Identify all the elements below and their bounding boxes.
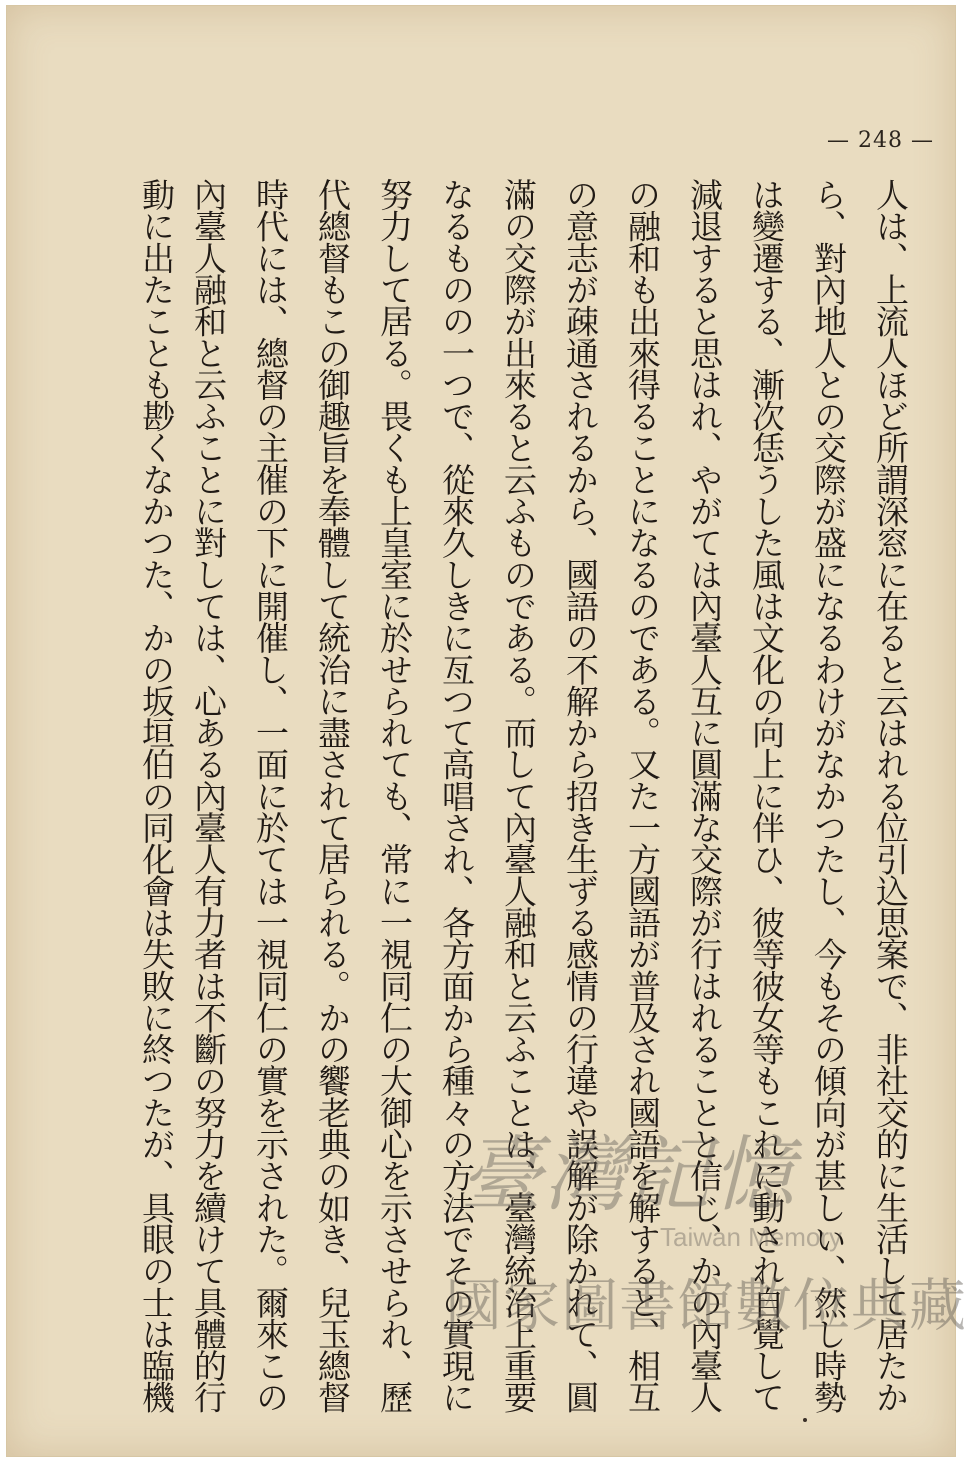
text-column: 滿の交際が出來ると云ふものである。而して內臺人融和と云ふことは、臺灣統治上重要 xyxy=(499,178,538,1413)
text-column: 動に出たことも尠くなかつた、かの坂垣伯の同化會は失敗に終つたが、具眼の士は臨機 xyxy=(137,178,176,1413)
watermark-latin: Taiwan Memory xyxy=(660,1222,843,1252)
ink-speck xyxy=(803,1418,807,1422)
text-column: は變遷する、漸次恁うした風は文化の向上に伴ひ、彼等彼女等もこれに動され自覺して xyxy=(747,178,786,1413)
text-column: なるものの一つで、從來久しきに亙つて高唱され、各方面から種々の方法でその實現に xyxy=(437,178,476,1413)
text-column: 代總督もこの御趣旨を奉體して統治に盡されて居られる。かの饗老典の如き、兒玉總督 xyxy=(313,178,352,1413)
text-column: の意志が疎通されるから、國語の不解から招き生ずる感情の行違や誤解が除かれて、圓 xyxy=(561,178,600,1413)
watermark-subtitle: 國家圖書館數位典藏 xyxy=(445,1274,967,1338)
text-column: 時代には、總督の主催の下に開催し、一面に於ては一視同仁の實を示された。爾來この xyxy=(251,178,290,1413)
book-page xyxy=(6,5,956,1457)
text-column: の融和も出來得ることになるのである。又た一方國語が普及され國語を解すると、相互 xyxy=(623,178,662,1413)
vertical-text-block xyxy=(137,178,910,1413)
text-column: 人は、上流人ほど所謂深窓に在ると云はれる位引込思案で、非社交的に生活して居たか xyxy=(871,178,910,1413)
text-column: 努力して居る。畏くも上皇室に於せられても、常に一視同仁の大御心を示させられ、歷 xyxy=(375,178,414,1413)
text-column: 內臺人融和と云ふことに對しては、心ある內臺人有力者は不斷の努力を續けて具體的行 xyxy=(189,178,228,1413)
text-column: ら、對內地人との交際が盛になるわけがなかつたし、今もその傾向が甚しい、然し時勢 xyxy=(809,178,848,1413)
text-column: 減退すると思はれ、やがては內臺人互に圓滿な交際が行はれることと信じ、かの內臺人 xyxy=(685,178,724,1413)
page-number: — 248 — xyxy=(827,128,934,153)
watermark-title: 臺灣記憶 xyxy=(460,1128,796,1223)
